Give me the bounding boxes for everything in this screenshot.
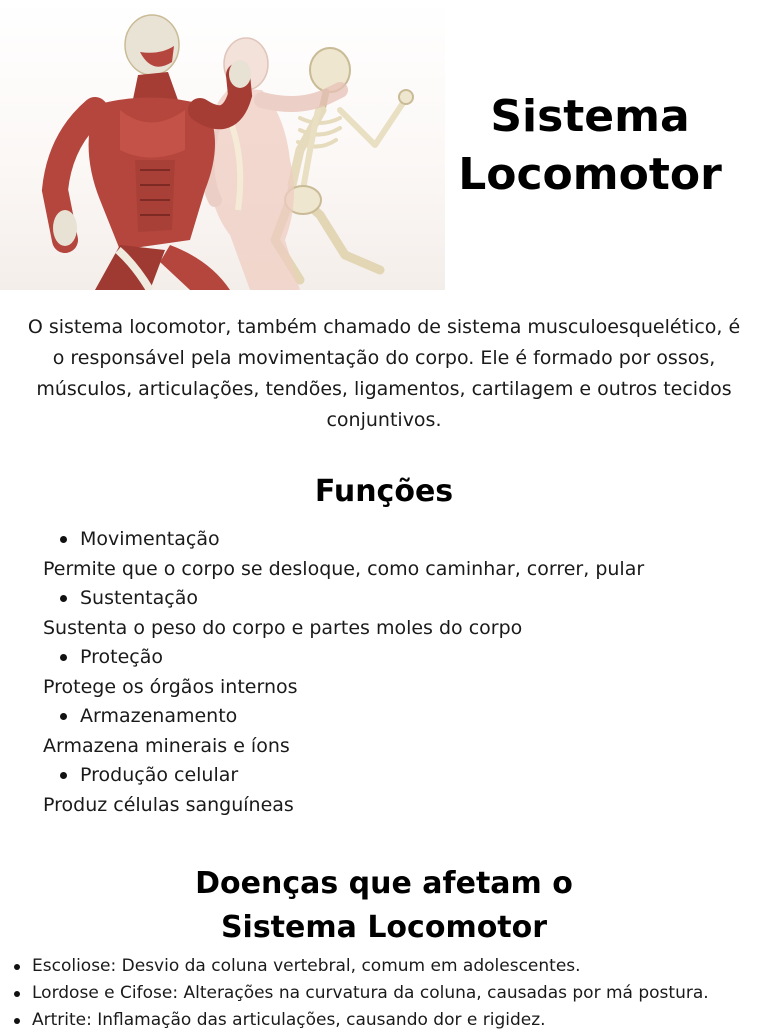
function-item-description: Produz células sanguíneas	[43, 793, 294, 816]
function-item-label	[43, 702, 743, 732]
intro-paragraph	[0, 312, 768, 436]
function-item-label	[43, 525, 743, 555]
bullet-dot	[14, 964, 20, 970]
function-label: Produção celular	[80, 764, 239, 786]
function-item-description: Protege os órgãos internos	[43, 675, 298, 698]
function-item-label	[43, 584, 743, 614]
page-title-line1: Sistema	[490, 91, 690, 142]
intro-line3: músculos, articulações, tendões, ligamentos, cartilagem e outros tecidos	[36, 378, 732, 400]
bullet-dot	[60, 595, 67, 602]
bullet-dot	[14, 991, 20, 997]
function-item-description: Sustenta o peso do corpo e partes moles do corpo	[43, 616, 523, 639]
diseases-heading	[0, 862, 768, 950]
functions-list	[43, 525, 743, 820]
intro-line1: O sistema locomotor, também chamado de sistema musculoesquelético, é	[27, 316, 741, 338]
disease-text: Artrite: Inflamação das articulações, causando dor e rigidez.	[32, 1010, 546, 1030]
bullet-dot	[60, 536, 67, 543]
bullet-dot	[60, 654, 67, 661]
disease-text: Lordose e Cifose: Alterações na curvatura da coluna, causadas por má postura.	[32, 983, 709, 1003]
bullet-dot	[60, 772, 67, 779]
anatomy-illustration	[0, 0, 445, 290]
function-label: Sustentação	[80, 587, 198, 609]
function-item-label	[43, 761, 743, 791]
anatomy-figures-image	[0, 0, 445, 290]
function-item-description: Armazena minerais e íons	[43, 734, 290, 757]
diseases-heading-line2: Sistema Locomotor	[220, 910, 548, 945]
function-label: Armazenamento	[80, 705, 238, 727]
intro-line4: conjuntivos.	[326, 409, 442, 431]
bullet-dot	[14, 1018, 20, 1024]
functions-heading: Funções	[314, 474, 454, 509]
page-title	[440, 88, 740, 204]
diseases-list	[14, 953, 764, 1034]
bullet-dot	[60, 713, 67, 720]
disease-item	[14, 1007, 764, 1034]
diseases-heading-line1: Doenças que afetam o	[195, 866, 573, 901]
page-title-line2: Locomotor	[458, 149, 722, 200]
disease-item	[14, 980, 764, 1007]
intro-line2: o responsável pela movimentação do corpo. Ele é formado por ossos,	[52, 347, 716, 369]
skeleton-figure	[275, 48, 413, 280]
function-item-label	[43, 643, 743, 673]
function-label: Movimentação	[80, 528, 220, 550]
disease-text: Escoliose: Desvio da coluna vertebral, comum em adolescentes.	[32, 956, 581, 976]
function-label: Proteção	[80, 646, 163, 668]
disease-item	[14, 953, 764, 980]
function-item-description: Permite que o corpo se desloque, como caminhar, correr, pular	[43, 557, 645, 580]
